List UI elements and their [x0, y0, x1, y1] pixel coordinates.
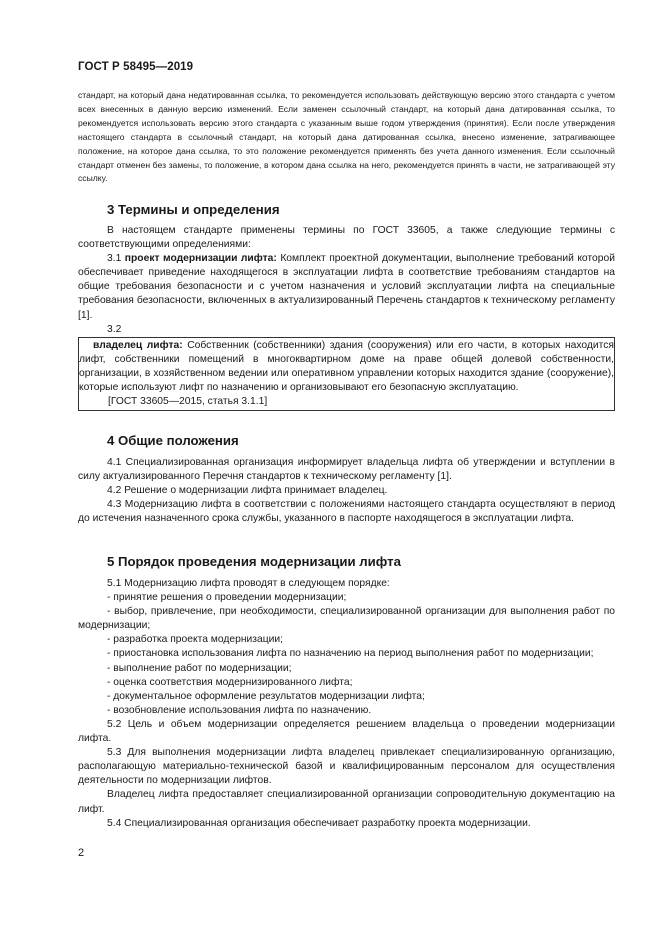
definition-3-2-term: владелец лифта:: [93, 339, 183, 351]
list-item: - возобновление использования лифта по назначению.: [107, 704, 372, 716]
clause-4-2: 4.2 Решение о модернизации лифта принимает владелец.: [107, 485, 388, 497]
list-item: - разработка проекта модернизации;: [107, 634, 283, 646]
list-item: - документальное оформление результатов модернизации лифта;: [107, 690, 425, 702]
definition-3-2: [79, 339, 614, 395]
clause-5-2: 5.2 Цель и объем модернизации определяется решением владельца о проведении модернизации лифта.: [78, 718, 615, 745]
list-item: - выбор, привлечение, при необходимости, специализированной организации для выполнения работ по модернизации;: [78, 606, 615, 632]
modernization-steps-list: [78, 591, 615, 718]
definition-3-1: [78, 252, 615, 322]
clause-5-1: 5.1 Модернизацию лифта проводят в следующем порядке:: [107, 578, 390, 589]
document-header-code: ГОСТ Р 58495—2019: [78, 61, 194, 73]
definition-3-1-number: 3.1: [107, 253, 122, 265]
clause-5-3: 5.3 Для выполнения модернизации лифта владелец привлекает специализированную организацию, располагающую материально-технической базой и квалифицированным персоналом для осуществления деятельности по модернизации лифтов.: [78, 747, 615, 787]
list-item: - принятие решения о проведении модернизации;: [107, 592, 347, 604]
list-item: - выполнение работ по модернизации;: [107, 662, 292, 674]
clause-4-1: 4.1 Специализированная организация информирует владельца лифта об утверждении и вступлении в силу актуализированного Перечня стандартов к техническому регламенту [1].: [78, 457, 615, 483]
list-item: - оценка соответствия модернизированного лифта;: [107, 676, 353, 688]
section-3-body: [78, 224, 615, 411]
definition-3-1-term: проект модернизации лифта:: [124, 253, 277, 265]
definition-3-2-text: Собственник (собственники) здания (сооружения) или его части, в которых находится лифт, собственники помещений в многоквартирном доме на праве общей долевой собственности, организации, в хозяйственном ведении или оперативном управлении которых находится здание (сооружение), которые используют лифт по назначению и организовывают его безопасную эксплуатацию.: [79, 339, 614, 394]
section-4-body: [78, 456, 615, 526]
clause-4-3: 4.3 Модернизацию лифта в соответствии с положениями настоящего стандарта осуществляют в период до истечения назначенного срока службы, указанного в паспорте находящегося в эксплуатации лифта.: [78, 499, 615, 525]
section-3-intro: В настоящем стандарте применены термины по ГОСТ 33605, а также следующие термины с соответствующими определениями:: [78, 225, 615, 251]
definition-3-2-box: [78, 337, 615, 411]
definition-3-2-source: [ГОСТ 33605—2015, статья 3.1.1]: [108, 396, 268, 408]
section-4-heading: 4 Общие положения: [107, 433, 239, 448]
clause-5-4: 5.4 Специализированная организация обеспечивает разработку проекта модернизации.: [107, 817, 531, 829]
definition-3-1-text: Комплект проектной документации, выполнение требований которой обеспечивает приведение находящегося в эксплуатации лифта в соответствие требованиям стандартов на общие требования безопасности и с учетом назначения и условий эксплуатации лифта на специальные требования безопасности, включенных в актуализированный Перечень стандартов к техническому регламенту [1].: [78, 253, 615, 321]
list-item: - приостановка использования лифта по назначению на период выполнения работ по модернизации;: [107, 648, 594, 660]
intro-paragraph: стандарт, на который дана недатированная ссылка, то рекомендуется использовать действующую версию этого стандарта с учетом всех внесенных в данную версию изменений. Если заменен ссылочный стандарт, на который дана датированная ссылка, то рекомендуется использовать версию этого стандарта с указанным выше годом утверждения (принятия). Если после утверждения настоящего стандарта в ссылочный стандарт, на который дана датированная ссылка, внесено изменение, затрагивающее положение, на которое дана ссылка, то это положение рекомендуется применять без учета данного изменения. Если ссылочный стандарт отменен без замены, то положение, в котором дана ссылка на него, рекомендуется принять в части, не затрагивающей эту ссылку.: [78, 90, 615, 184]
page-number: 2: [78, 847, 85, 859]
clause-5-3-continued: Владелец лифта предоставляет специализированной организации сопроводительную документацию на лифт.: [78, 789, 615, 815]
definition-3-2-number: 3.2: [107, 323, 122, 335]
section-5-heading: 5 Порядок проведения модернизации лифта: [107, 554, 401, 569]
section-5-body: [78, 577, 615, 831]
section-3-heading: 3 Термины и определения: [107, 202, 280, 217]
